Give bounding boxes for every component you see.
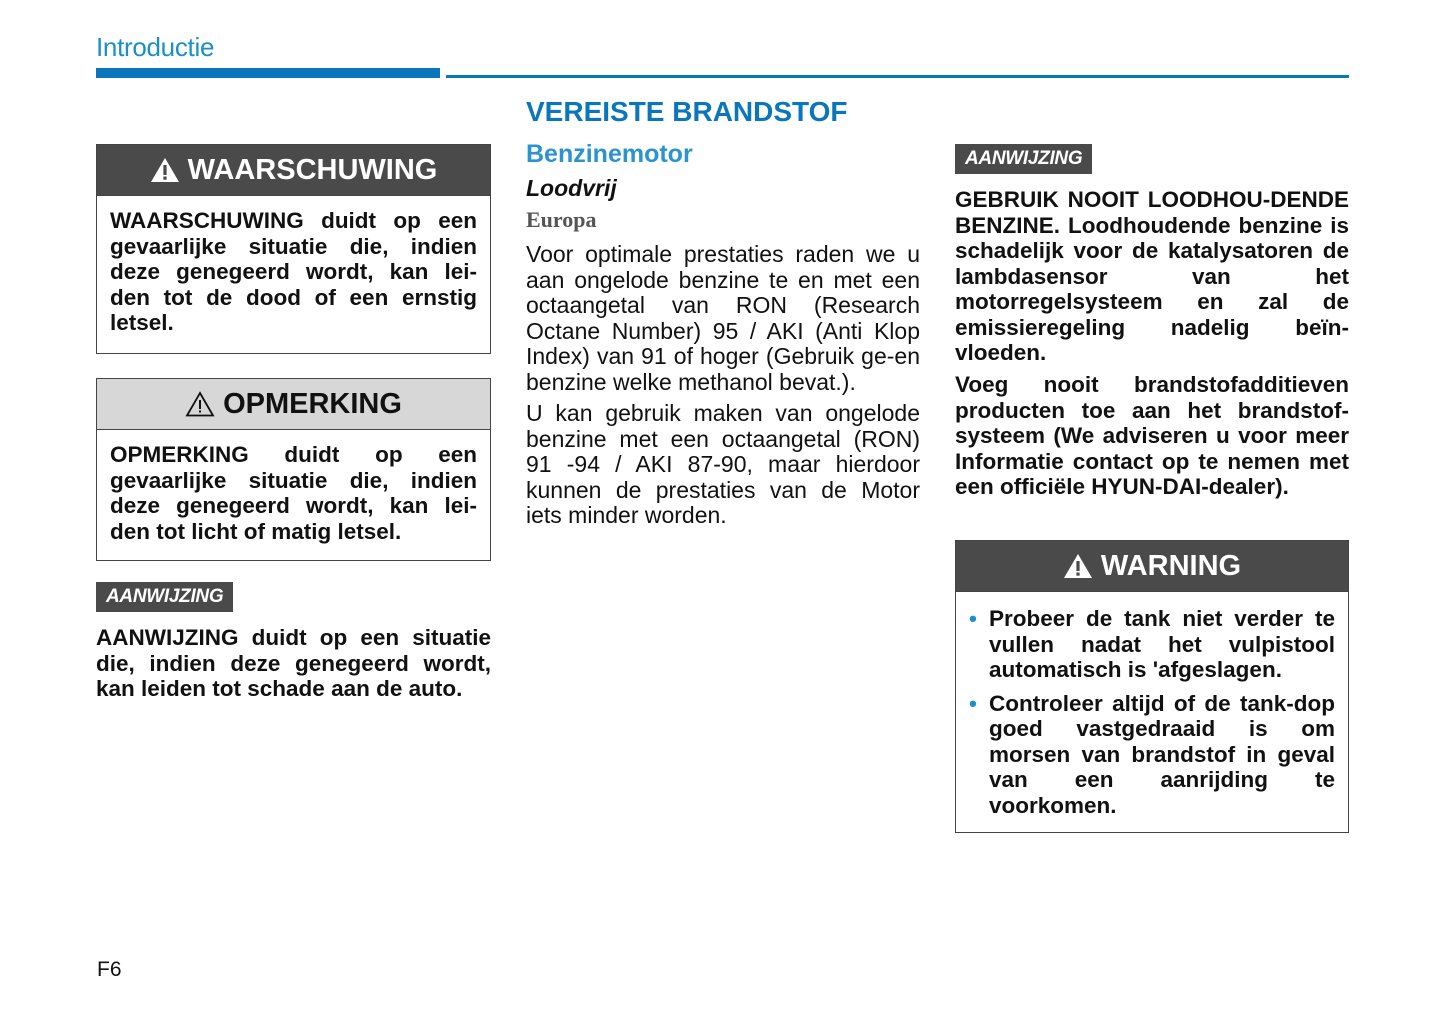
list-item [969,606,1335,683]
warning-triangle-icon [150,157,180,183]
caution-box-header [97,379,490,430]
fuel-warning-list [969,606,1335,818]
fuel-paragraph-2: U kan gebruik maken van ongelode benzine met een octaangetal (RON) 91 -94 / AKI 87-90, maar hierdoor kunnen de prestaties van de Motor iets minder worden. [526,400,920,528]
region-heading: Europa [526,207,597,232]
caution-box [96,378,491,561]
fuel-type-heading: Loodvrij [526,175,617,201]
fuel-warning-title: WARNING [1100,549,1242,582]
header-rule-thin [446,75,1349,78]
fuel-warning-box [955,540,1349,833]
fuel-warning-header [956,541,1348,592]
warning-box [96,144,491,354]
section-title: VEREISTE BRANDSTOF [526,96,848,127]
right-notice-text-1: GEBRUIK NOOIT LOODHOU-DENDE BENZINE. Loodhoudende benzine is schadelijk voor de katalysatoren de lambdasensor van het motorregelsysteem en zal de emissieregeling nadelig beïn-vloeden. [955,187,1349,365]
notice-tag: AANWIJZING [96,582,233,612]
warning-triangle-icon [1063,553,1093,579]
fuel-paragraph-1: Voor optimale prestaties raden we u aan ongelode benzine te en met een octaangetal van RON (Research Octane Number) 95 / AKI (Anti Klop Index) van 91 of hoger (Gebruik ge-en benzine welke methanol bevat.). [526,241,920,395]
caution-triangle-icon [185,391,215,417]
list-item [969,691,1335,819]
header-rule-thick [96,68,440,78]
notice-text: AANWIJZING duidt op een situatie die, indien deze genegeerd wordt, kan leiden tot schade aan de auto. [96,625,491,701]
bullet-icon: • [969,690,977,716]
fuel-warning-body [956,592,1348,840]
right-notice-tag: AANWIJZING [955,144,1092,174]
bullet-icon: • [969,606,977,631]
caution-box-text: OPMERKING duidt op een gevaarlijke situatie die, indien deze genegeerd wordt, kan lei-den tot licht of matig letsel. [110,442,477,544]
caution-box-title: OPMERKING [223,387,402,420]
chapter-title: Introductie [96,32,215,62]
right-notice-text-2: Voeg nooit brandstofadditieven producten toe aan het brandstof-systeem (We adviseren u voor meer Informatie contact op te nemen met een officiële HYUN-DAI-dealer). [955,372,1349,499]
warning-box-text: WAARSCHUWING duidt op een gevaarlijke situatie die, indien deze genegeerd wordt, kan lei-den tot de dood of een ernstig letsel. [110,208,477,335]
warning-box-title: WAARSCHUWING [187,153,438,186]
list-item-text: Probeer de tank niet verder te vullen nadat het vulpistool automatisch is 'afgeslagen. [989,606,1335,682]
subsection-title: Benzinemotor [526,140,693,168]
list-item-text: Controleer altijd of de tank-dop goed vastgedraaid is om morsen van brandstof in geval van een aanrijding te voorkomen. [989,690,1335,818]
page-number: F6 [97,958,122,981]
warning-box-header [97,145,490,196]
